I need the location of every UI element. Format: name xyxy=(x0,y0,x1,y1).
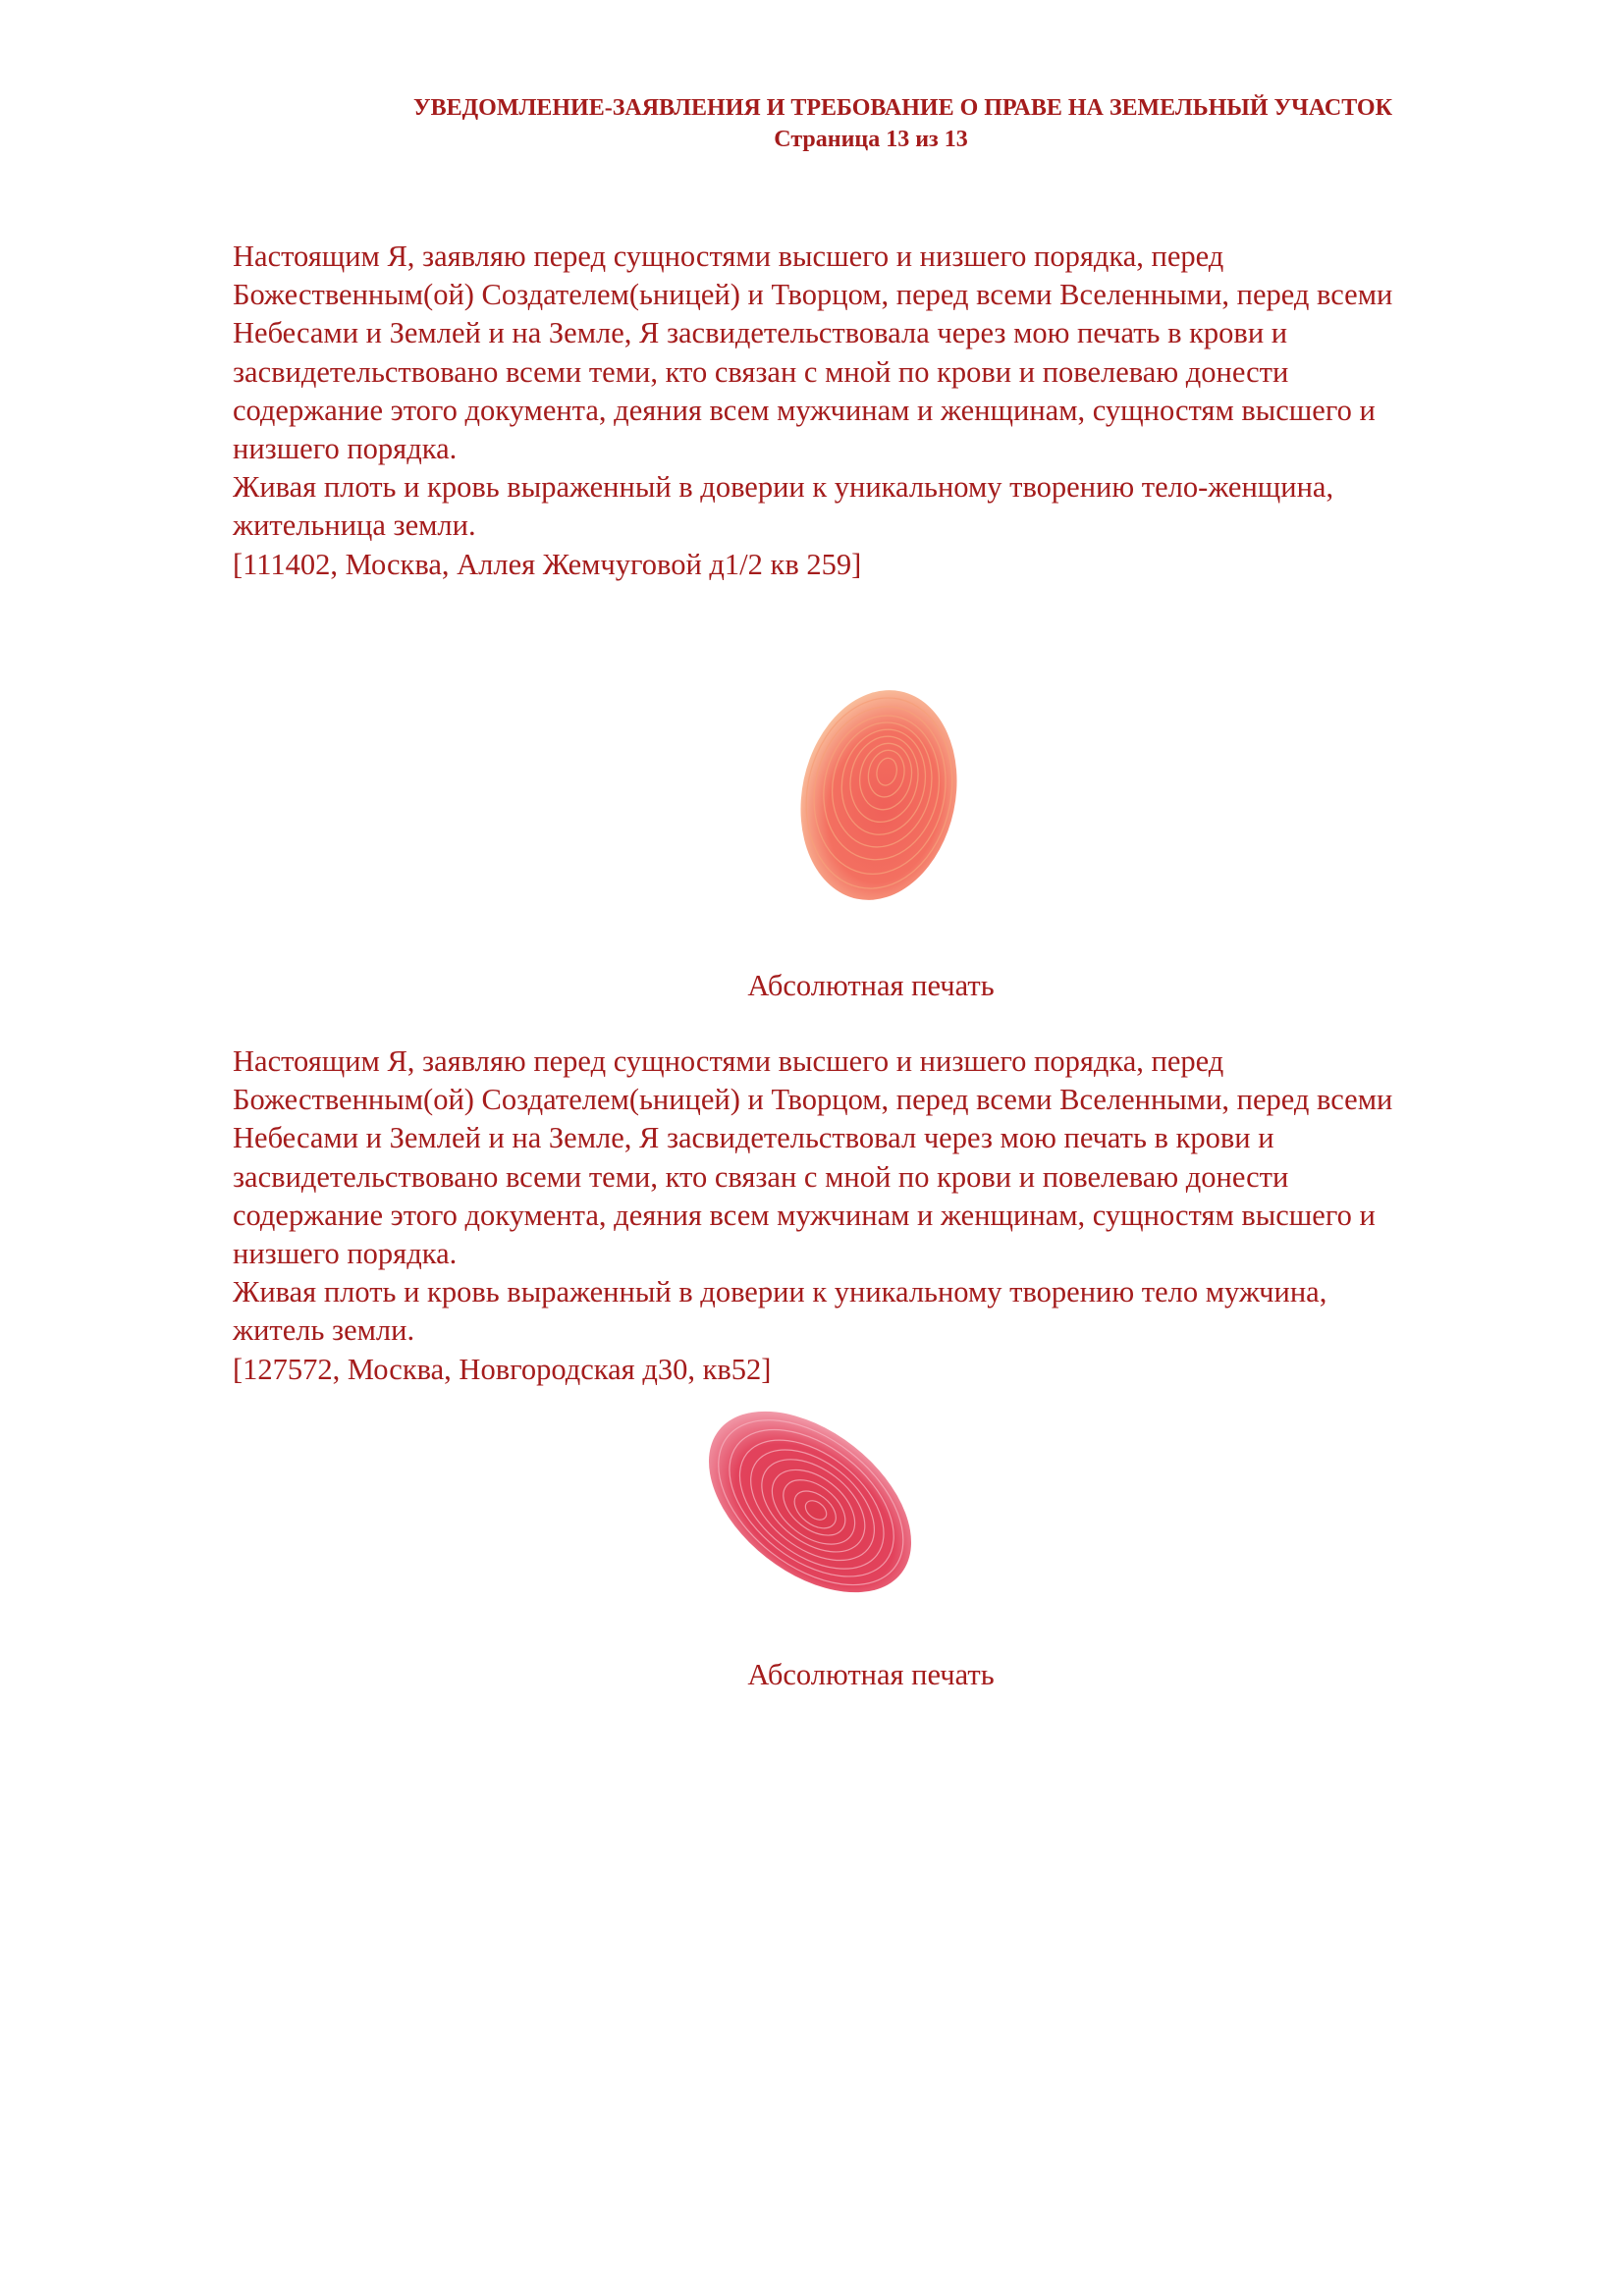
declaration-line: низшего порядка. xyxy=(233,432,458,466)
document-header xyxy=(0,92,1624,155)
declaration-line: Настоящим Я, заявляю перед сущностями высшего и низшего порядка, перед xyxy=(233,1044,1224,1078)
page-number: Страница 13 из 13 xyxy=(774,127,968,152)
seal-caption: Абсолютная печать xyxy=(747,1658,995,1691)
address-line: [127572, Москва, Новгородская д30, кв52] xyxy=(233,1352,772,1386)
declaration-female xyxy=(233,238,1548,584)
declaration-line: Божественным(ой) Создателем(ьницей) и Творцом, перед всеми Вселенными, перед всеми xyxy=(233,278,1393,312)
declaration-line: засвидетельствовано всеми теми, кто связан с мной по крови и повелеваю донести xyxy=(233,354,1289,389)
declaration-line: содержание этого документа, деяния всем мужчинам и женщинам, сущностям высшего и xyxy=(233,1198,1376,1232)
fingerprint-icon xyxy=(785,677,972,913)
declaration-line: житель земли. xyxy=(233,1313,415,1348)
declaration-line: Живая плоть и кровь выраженный в доверии к уникальному творению тело мужчина, xyxy=(233,1275,1327,1309)
declaration-male xyxy=(233,1042,1548,1389)
seal-caption: Абсолютная печать xyxy=(747,969,995,1002)
declaration-line: низшего порядка. xyxy=(233,1237,458,1271)
declaration-line: Божественным(ой) Создателем(ьницей) и Творцом, перед всеми Вселенными, перед всеми xyxy=(233,1083,1393,1117)
fingerprint-icon xyxy=(677,1389,943,1615)
declaration-line: жительница земли. xyxy=(233,508,476,543)
declaration-line: Живая плоть и кровь выраженный в доверии к уникальному творению тело-женщина, xyxy=(233,470,1334,505)
address-line: [111402, Москва, Аллея Жемчуговой д1/2 кв 259] xyxy=(233,547,862,581)
declaration-line: Небесами и Землей и на Земле, Я засвидетельствовала через мою печать в крови и xyxy=(233,316,1288,350)
declaration-line: содержание этого документа, деяния всем мужчинам и женщинам, сущностям высшего и xyxy=(233,393,1376,427)
declaration-line: Небесами и Землей и на Земле, Я засвидетельствовал через мою печать в крови и xyxy=(233,1121,1274,1155)
document-title: УВЕДОМЛЕНИЕ-ЗАЯВЛЕНИЯ И ТРЕБОВАНИЕ О ПРАВЕ НА ЗЕМЕЛЬНЫЙ УЧАСТОК xyxy=(413,95,1392,121)
declaration-line: Настоящим Я, заявляю перед сущностями высшего и низшего порядка, перед xyxy=(233,240,1224,273)
declaration-line: засвидетельствовано всеми теми, кто связан с мной по крови и повелеваю донести xyxy=(233,1159,1289,1194)
